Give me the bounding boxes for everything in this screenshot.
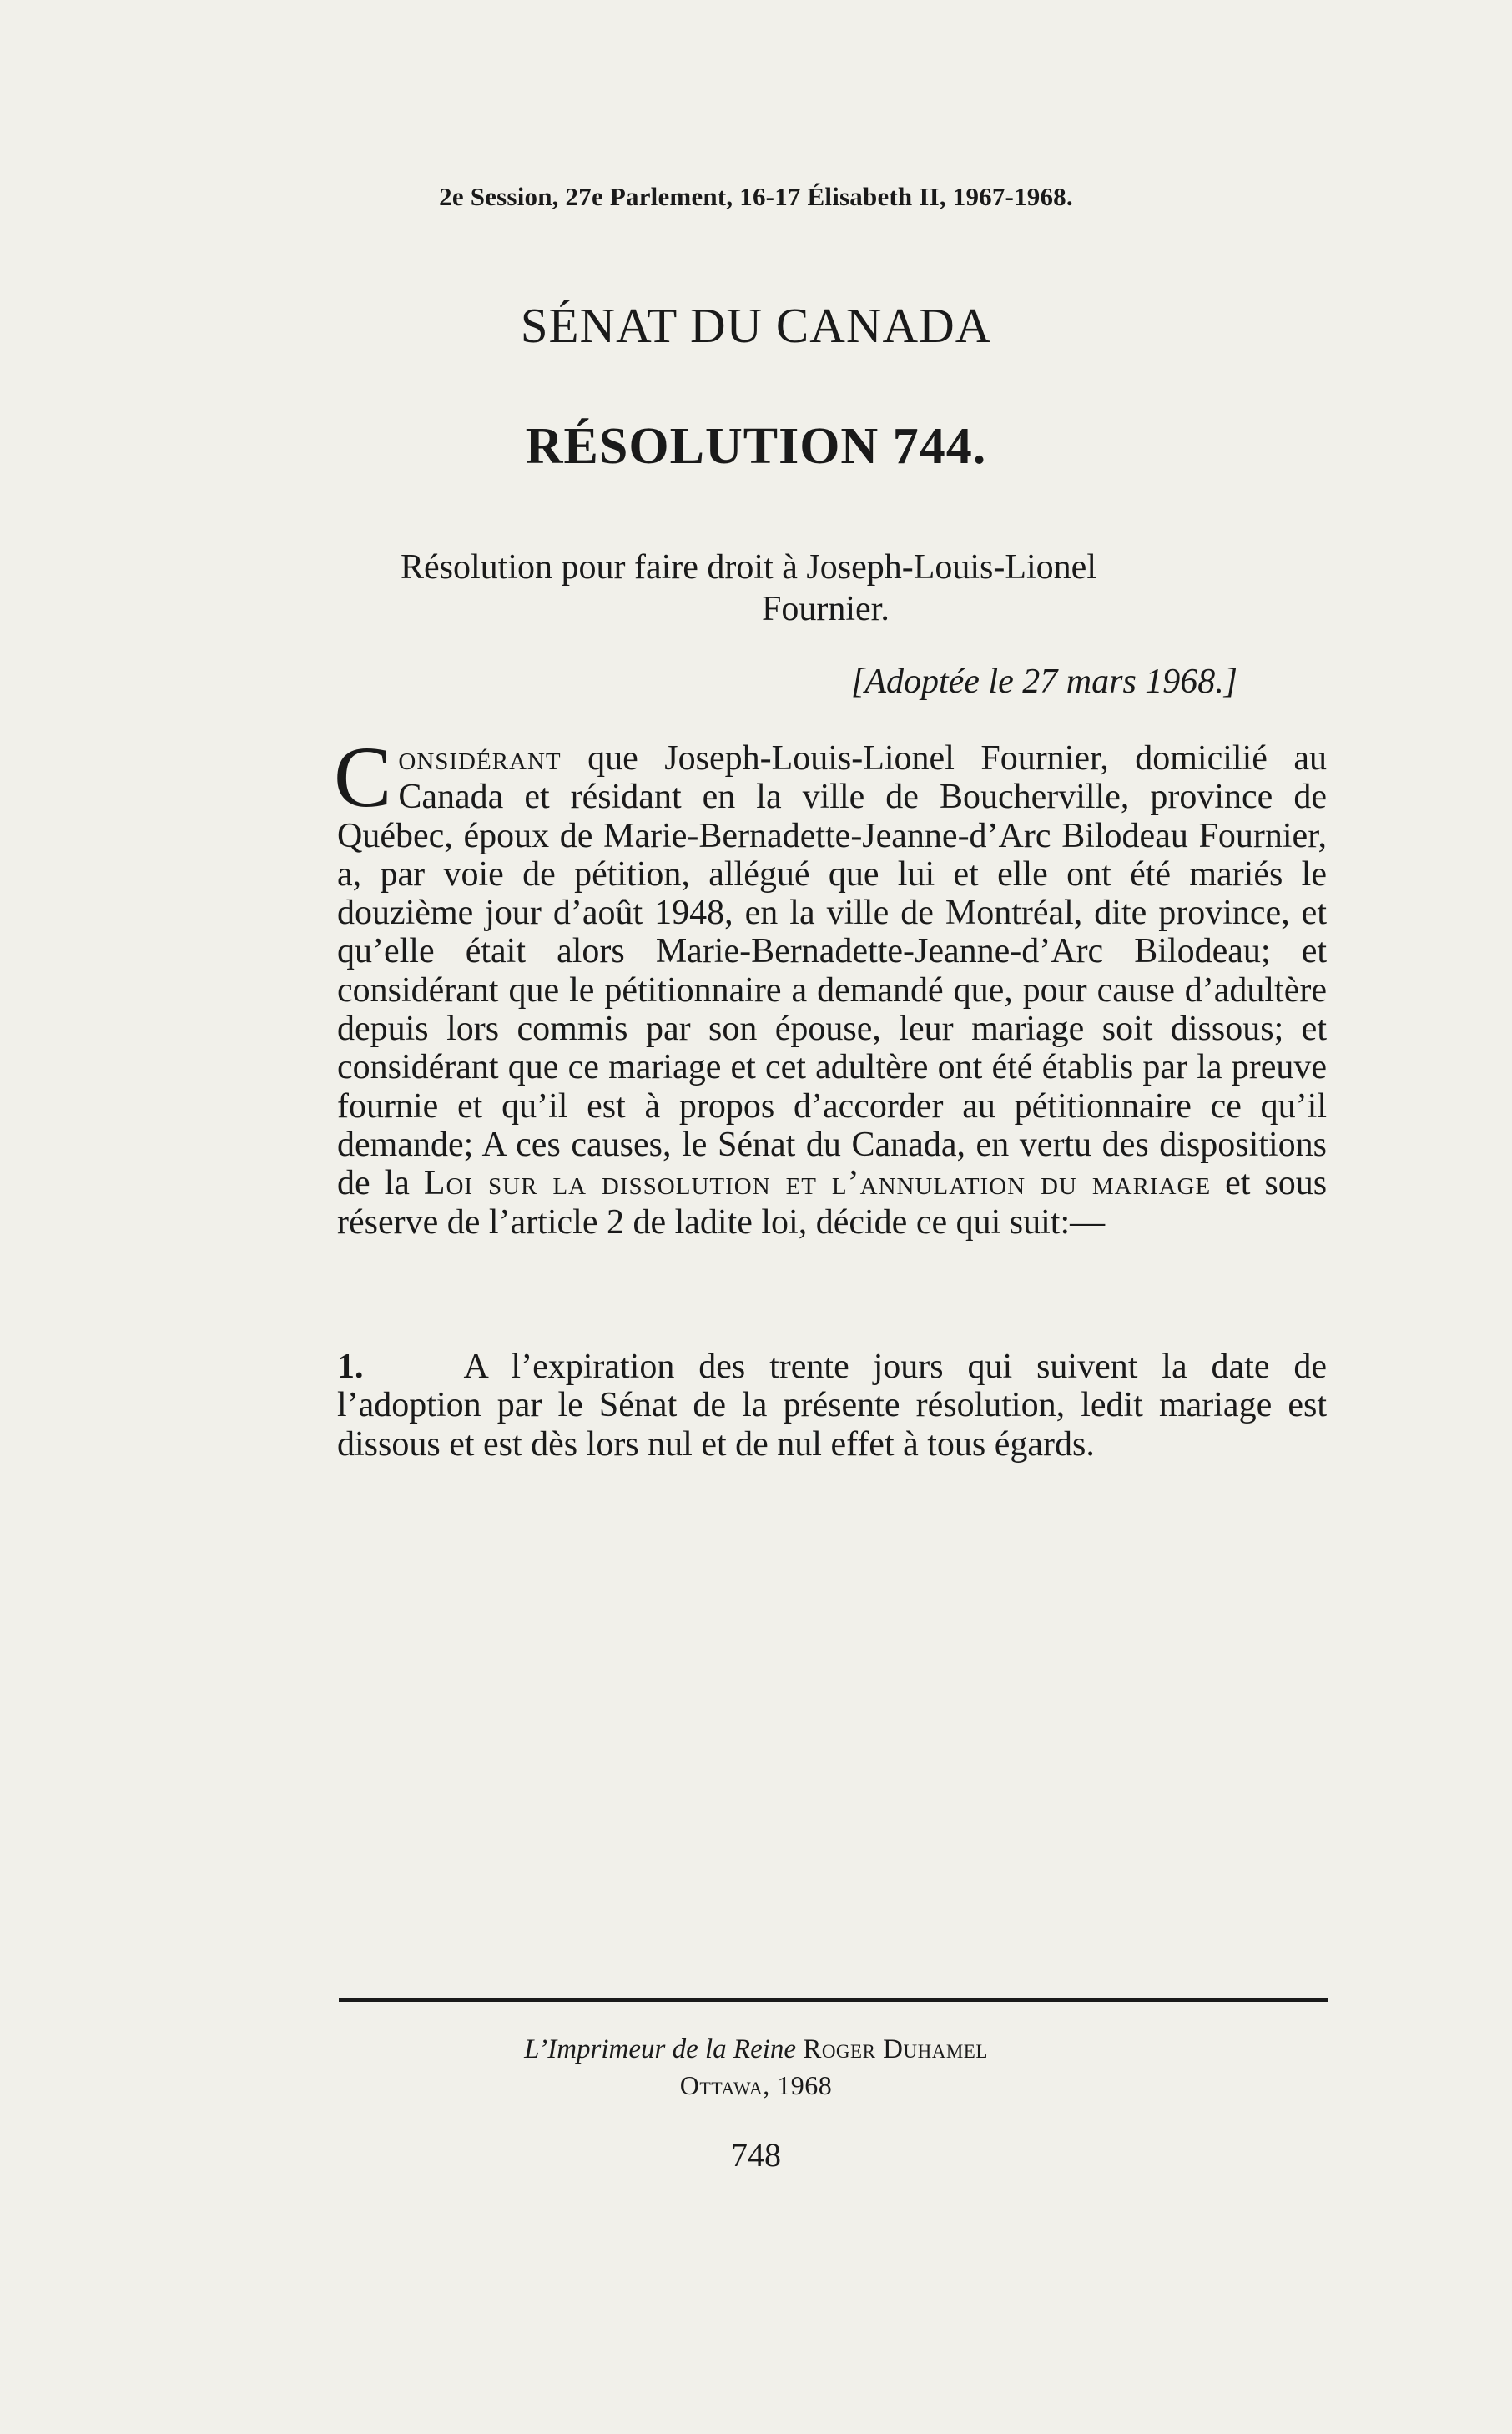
- act-name: Loi sur la dissolution et l’annulation du mariage: [423, 1164, 1212, 1203]
- city-year: Ottawa, 1968: [679, 2070, 833, 2100]
- printer-role: L’Imprimeur de la Reine: [524, 2034, 797, 2064]
- page-number: 748: [731, 2136, 781, 2174]
- adoption-date: [Adoptée le 27 mars 1968.]: [851, 663, 1238, 701]
- session-header: 2e Session, 27e Parlement, 16-17 Élisabeth II, 1967-1968.: [439, 182, 1073, 211]
- preamble-lead-word: onsidérant: [398, 739, 562, 778]
- footer-divider: [339, 1998, 1328, 2002]
- drop-cap: C: [334, 729, 392, 825]
- printer-line: [0, 2034, 1512, 2065]
- preamble-text: que Joseph-Louis-Lionel Fournier, domicilié au Canada et résidant en la ville de Boucherville, province de Québec, époux de Marie-Bernadette-Jeanne-d’Arc Bilodeau Fournier, a, par voie de pétition, allégué que lui et elle ont été mariés le douzième jour d’août 1948, en la ville de Montréal, dite province, et qu’elle était alors Marie-Bernadette-Jeanne-d’Arc Bilodeau; et considérant que le pétitionnaire a demandé que, pour cause d’adultère depuis lors commis par son épouse, leur mariage soit dissous; et considérant que ce mariage et cet adultère ont été établis par la preuve fournie et qu’il est à propos d’accorder au pétitionnaire ce qu’il demande; A ces causes, le Sénat du Canada, en vertu des dispositions de la: [337, 739, 1328, 1203]
- subtitle-line-2: Fournier.: [762, 590, 890, 628]
- senate-heading: SÉNAT DU CANADA: [520, 298, 992, 353]
- resolution-subtitle: [401, 547, 1268, 630]
- section-number: 1.: [337, 1348, 364, 1386]
- section-text: A l’expiration des trente jours qui suivent la date de l’adoption par le Sénat de la présente résolution, ledit mariage est dissous et est dès lors nul et de nul effet à tous égards.: [337, 1348, 1327, 1464]
- preamble-closing: et sous réserve de l’article 2 de ladite loi, décide ce qui suit:—: [337, 1164, 1328, 1242]
- preamble-paragraph: [334, 729, 1328, 1242]
- printer-name: Roger Duhamel: [803, 2034, 988, 2064]
- subtitle-line-1: Résolution pour faire droit à Joseph-Louis-Lionel: [401, 548, 1096, 587]
- section-1: [337, 1348, 1327, 1464]
- resolution-title: RÉSOLUTION 744.: [525, 418, 987, 475]
